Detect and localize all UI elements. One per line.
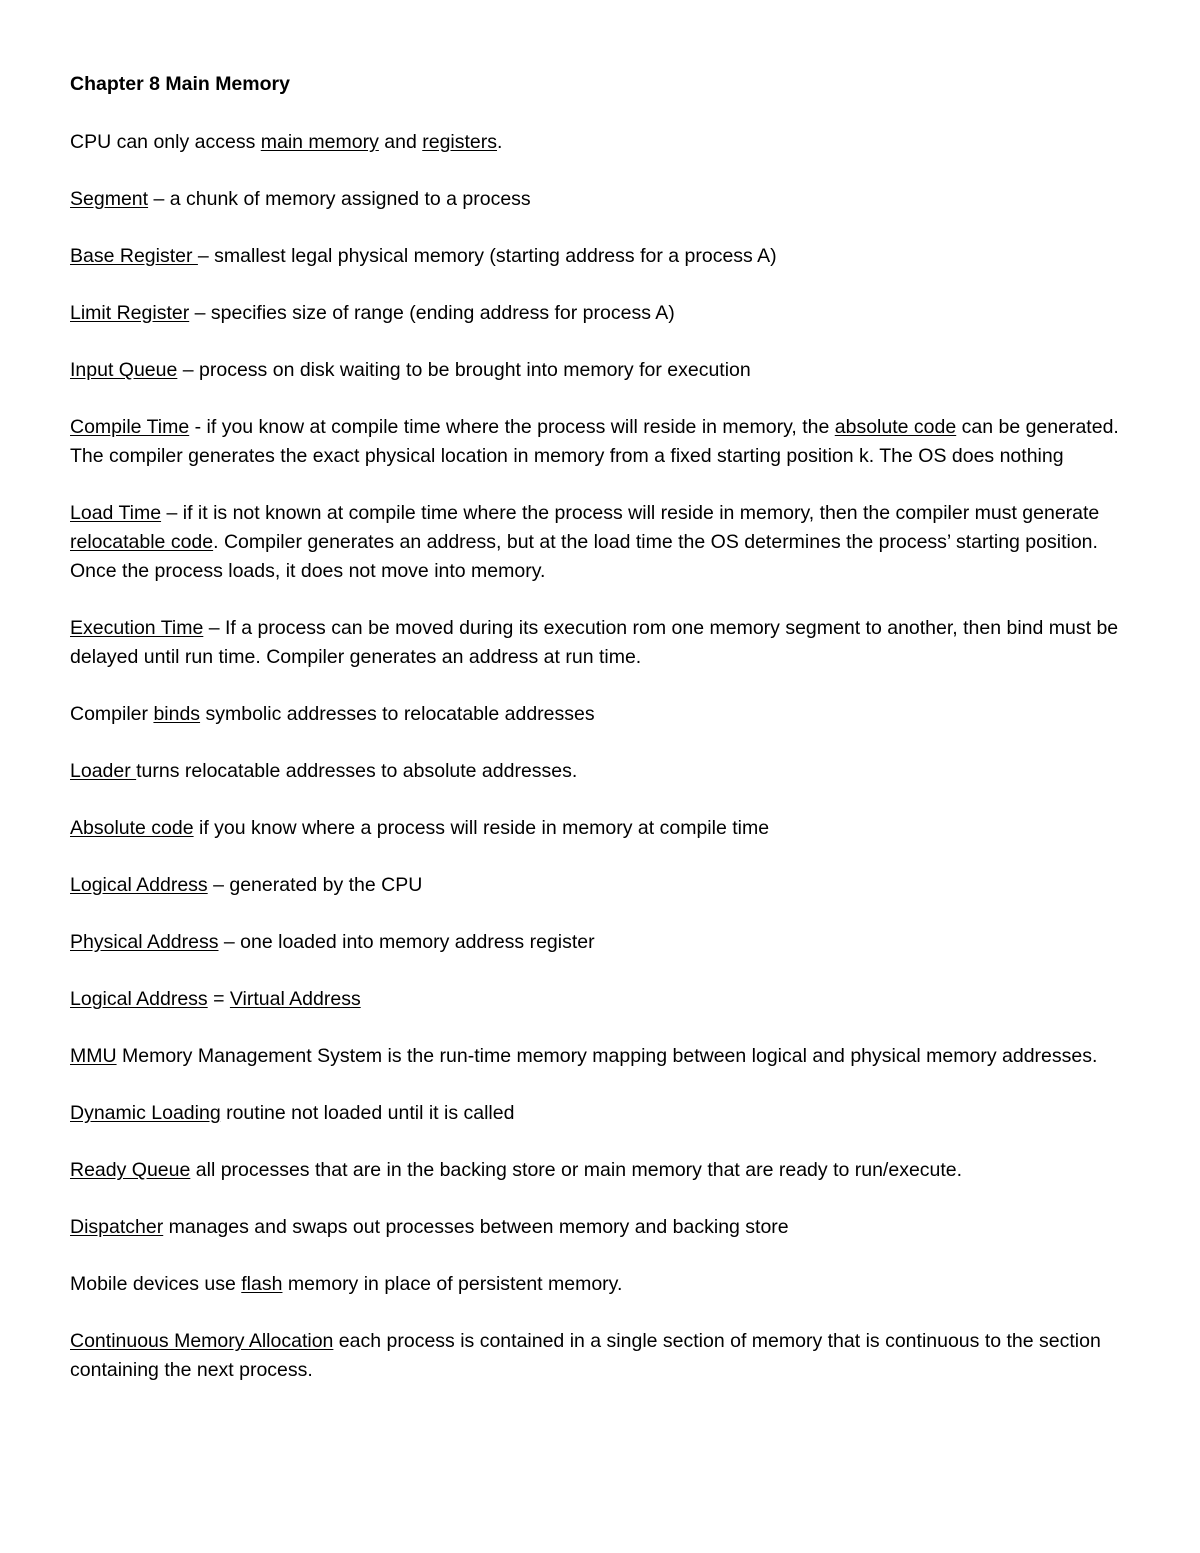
paragraph (70, 871, 1135, 900)
paragraph-list (70, 128, 1135, 1385)
underlined-term: binds (153, 703, 201, 725)
text-run: . (497, 131, 503, 153)
underlined-term: registers (422, 131, 498, 153)
text-run: = (207, 988, 230, 1010)
text-run: and (378, 131, 423, 153)
text-run: manages and swaps out processes between memory and backing store (163, 1216, 789, 1238)
paragraph (70, 299, 1135, 328)
paragraph (70, 1042, 1135, 1071)
underlined-term: relocatable code (70, 531, 214, 553)
underlined-term: Logical Address (70, 874, 208, 896)
text-run: – if it is not known at compile time where the process will reside in memory, then the compiler must generate (161, 502, 1100, 524)
text-run: symbolic addresses to relocatable addresses (200, 703, 595, 725)
paragraph (70, 1270, 1135, 1299)
text-run: each process is contained in a single section of memory that is continuous to the section containing the next process. (70, 1330, 1101, 1381)
text-run: – If a process can be moved during its execution rom one memory segment to another, then bind must be delayed until run time. Compiler generates an address at run time. (70, 617, 1119, 668)
paragraph (70, 128, 1135, 157)
text-run: memory in place of persistent memory. (282, 1273, 623, 1295)
text-run: – generated by the CPU (207, 874, 423, 896)
underlined-term: Physical Address (70, 931, 219, 953)
text-run: – process on disk waiting to be brought into memory for execution (177, 359, 751, 381)
paragraph (70, 185, 1135, 214)
paragraph (70, 356, 1135, 385)
underlined-term: Virtual Address (229, 988, 361, 1010)
underlined-term: Continuous Memory Allocation (70, 1330, 334, 1352)
underlined-term: Base Register (70, 245, 198, 267)
underlined-term: Loader (70, 760, 137, 782)
paragraph (70, 985, 1135, 1014)
text-run: Mobile devices use (70, 1273, 242, 1295)
underlined-term: Dynamic Loading (70, 1102, 221, 1124)
underlined-term: Dispatcher (70, 1216, 164, 1238)
text-run: CPU can only access (70, 131, 261, 153)
document-title: Chapter 8 Main Memory (70, 73, 290, 95)
text-run: – a chunk of memory assigned to a process (148, 188, 531, 210)
paragraph (70, 814, 1135, 843)
underlined-term: Input Queue (70, 359, 178, 381)
document-body (70, 70, 1135, 1413)
text-run: - if you know at compile time where the process will reside in memory, the (189, 416, 835, 438)
underlined-term: Load Time (70, 502, 162, 524)
underlined-term: Compile Time (70, 416, 190, 438)
text-run: – one loaded into memory address register (218, 931, 595, 953)
underlined-term: Limit Register (70, 302, 190, 324)
paragraph (70, 1327, 1135, 1385)
text-run: all processes that are in the backing store or main memory that are ready to run/execute. (190, 1159, 963, 1181)
underlined-term: Logical Address (70, 988, 208, 1010)
text-run: routine not loaded until it is called (220, 1102, 515, 1124)
text-run: Compiler (70, 703, 154, 725)
underlined-term: absolute code (834, 416, 957, 438)
paragraph (70, 1213, 1135, 1242)
underlined-term: MMU (70, 1045, 117, 1067)
paragraph (70, 242, 1135, 271)
underlined-term: Segment (70, 188, 149, 210)
text-run: turns relocatable addresses to absolute addresses. (136, 760, 578, 782)
paragraph (70, 413, 1135, 471)
text-run: . Compiler generates an address, but at the load time the OS determines the process’ starting position. Once the process loads, it does not move into memory. (70, 531, 1098, 582)
underlined-term: flash (241, 1273, 283, 1295)
text-run: can be generated. The compiler generates the exact physical location in memory from a fixed starting position k. The OS does nothing (70, 416, 1119, 467)
text-run: – smallest legal physical memory (starting address for a process A) (197, 245, 777, 267)
paragraph (70, 1099, 1135, 1128)
underlined-term: Absolute code (70, 817, 194, 839)
underlined-term: Execution Time (70, 617, 204, 639)
text-run: Memory Management System is the run-time memory mapping between logical and physical memory addresses. (116, 1045, 1098, 1067)
paragraph (70, 1156, 1135, 1185)
paragraph (70, 700, 1135, 729)
underlined-term: Ready Queue (70, 1159, 191, 1181)
underlined-term: main memory (260, 131, 379, 153)
text-run: if you know where a process will reside in memory at compile time (193, 817, 770, 839)
paragraph (70, 614, 1135, 672)
paragraph (70, 757, 1135, 786)
paragraph (70, 499, 1135, 586)
text-run: – specifies size of range (ending address for process A) (189, 302, 675, 324)
paragraph (70, 928, 1135, 957)
